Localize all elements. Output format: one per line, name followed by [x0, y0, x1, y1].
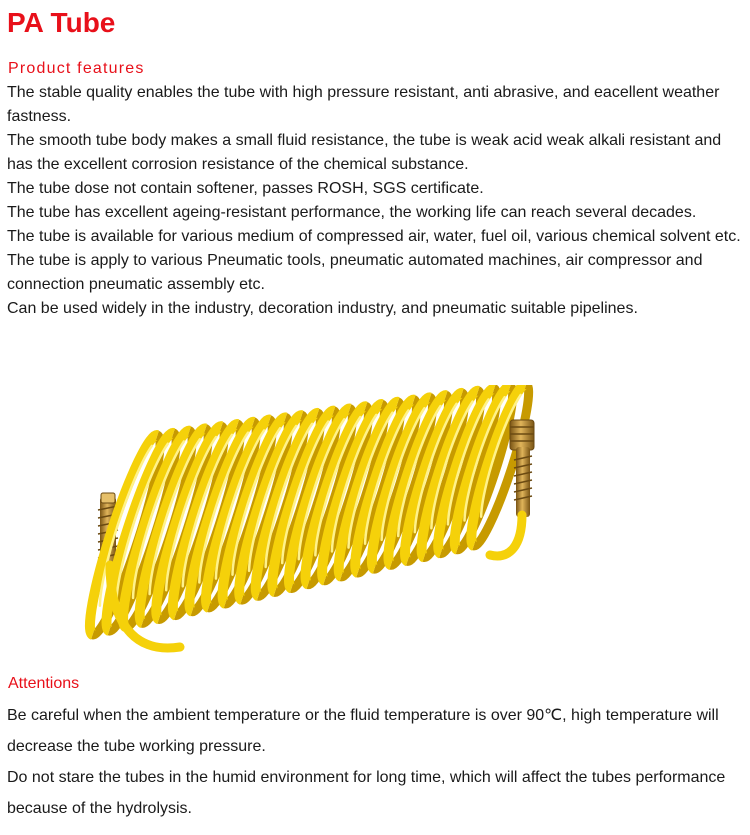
attentions-list	[7, 700, 747, 824]
product-photo-coiled-hose	[70, 385, 650, 670]
feature-paragraph: The stable quality enables the tube with high pressure resistant, anti abrasive, and eacellent weather fastness.	[7, 84, 720, 125]
feature-paragraph: The tube dose not contain softener, passes ROSH, SGS certificate.	[7, 180, 484, 197]
attention-paragraph: Be careful when the ambient temperature or the fluid temperature is over 90℃, high temperature will decrease the tube working pressure.	[7, 707, 719, 755]
attention-paragraph: Do not stare the tubes in the humid environment for long time, which will affect the tubes performance because of the hydrolysis.	[7, 769, 726, 817]
product-features-heading: Product features	[8, 60, 145, 77]
page-title: PA Tube	[7, 7, 116, 38]
feature-paragraph: Can be used widely in the industry, decoration industry, and pneumatic suitable pipelines.	[7, 300, 638, 317]
feature-paragraph: The tube is available for various medium of compressed air, water, fuel oil, various chemical solvent etc.	[7, 228, 741, 245]
hose-front-coils	[79, 385, 526, 635]
feature-paragraph: The tube has excellent ageing-resistant performance, the working life can reach several decades.	[7, 204, 697, 221]
feature-paragraph: The smooth tube body makes a small fluid resistance, the tube is weak acid weak alkali resistant and has the excellent corrosion resistance of the chemical substance.	[7, 132, 722, 173]
feature-paragraph: The tube is apply to various Pneumatic tools, pneumatic automated machines, air compressor and connection pneumatic assembly etc.	[7, 252, 703, 293]
attentions-heading: Attentions	[8, 675, 80, 692]
product-features-list	[7, 81, 747, 321]
